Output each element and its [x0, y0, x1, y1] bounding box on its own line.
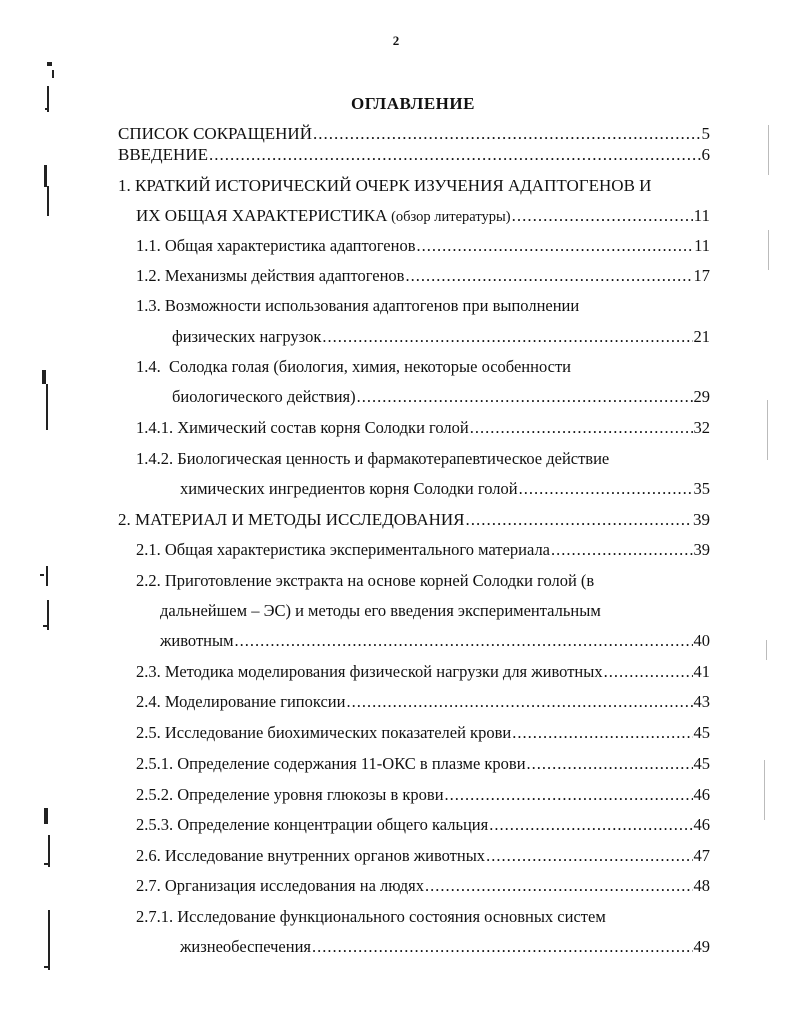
- toc-entry-text: 1.4.1. Химический состав корня Солодки голой: [136, 418, 469, 437]
- toc-page-number: 21: [693, 327, 710, 346]
- toc-entry-text: жизнеобеспечения: [180, 937, 312, 956]
- toc-entry-text: биологического действия): [172, 387, 356, 406]
- leader-dots: [425, 876, 693, 896]
- toc-page-number: 11: [694, 236, 710, 255]
- toc-page-number: 45: [693, 754, 710, 773]
- toc-section-1-3-line-1[interactable]: 1.3. Возможности использования адаптогенов при выполнении: [136, 296, 580, 315]
- toc-section-1-4-2[interactable]: [180, 479, 710, 499]
- leader-dots: [486, 846, 692, 866]
- toc-section-2-3[interactable]: [136, 662, 710, 682]
- leader-dots: [417, 236, 694, 256]
- toc-page-number: 40: [693, 631, 710, 650]
- toc-section-2-4[interactable]: [136, 692, 710, 712]
- leader-dots: [209, 145, 701, 165]
- leader-dots: [405, 266, 692, 286]
- toc-section-2-5-3[interactable]: [136, 815, 710, 835]
- toc-page-number: 35: [693, 479, 710, 498]
- toc-entry-abbreviations[interactable]: [118, 124, 710, 144]
- toc-page-number: 6: [701, 145, 710, 164]
- toc-entry-text: 2.7. Организация исследования на людях: [136, 876, 424, 895]
- toc-section-1-1[interactable]: [136, 236, 710, 256]
- toc-entry-text: 2. МАТЕРИАЛ И МЕТОДЫ ИССЛЕДОВАНИЯ: [118, 510, 465, 529]
- toc-chapter-1-line-1[interactable]: 1. КРАТКИЙ ИСТОРИЧЕСКИЙ ОЧЕРК ИЗУЧЕНИЯ АДАПТОГЕНОВ И: [118, 176, 652, 195]
- toc-section-1-4-2-line-1[interactable]: 1.4.2. Биологическая ценность и фармакотерапевтическое действие: [136, 449, 610, 468]
- toc-entry-text: ИХ ОБЩАЯ ХАРАКТЕРИСТИКА: [136, 206, 388, 225]
- toc-entry-text: 2.4. Моделирование гипоксии: [136, 692, 346, 711]
- toc-entry-introduction[interactable]: [118, 145, 710, 165]
- toc-page-number: 11: [693, 206, 710, 225]
- toc-entry-subtext: (обзор литературы): [387, 209, 511, 225]
- toc-entry-text: химических ингредиентов корня Солодки голой: [180, 479, 518, 498]
- toc-chapter-1[interactable]: [136, 206, 710, 227]
- toc-page-number: 17: [693, 266, 710, 285]
- page-number: 2: [392, 33, 400, 48]
- leader-dots: [604, 662, 693, 682]
- leader-dots: [357, 387, 693, 407]
- toc-entry-text: ВВЕДЕНИЕ: [118, 145, 208, 164]
- toc-section-2-2[interactable]: [160, 631, 710, 651]
- leader-dots: [489, 815, 692, 835]
- toc-page-number: 46: [693, 785, 710, 804]
- toc-page-number: 45: [693, 723, 710, 742]
- toc-entry-text: СПИСОК СОКРАЩЕНИЙ: [118, 124, 312, 143]
- leader-dots: [512, 723, 692, 743]
- toc-section-2-5-2[interactable]: [136, 785, 710, 805]
- toc-page-number: 46: [693, 815, 710, 834]
- leader-dots: [346, 692, 692, 712]
- leader-dots: [551, 540, 692, 560]
- leader-dots: [445, 785, 693, 805]
- toc-chapter-2[interactable]: [118, 510, 710, 530]
- toc-page-number: 43: [693, 692, 710, 711]
- toc-entry-text: 1.2. Механизмы действия адаптогенов: [136, 266, 405, 285]
- leader-dots: [313, 124, 701, 144]
- toc-section-2-7-1[interactable]: [180, 937, 710, 957]
- toc-page-number: 39: [693, 510, 710, 529]
- toc-section-1-4-1[interactable]: [136, 418, 710, 438]
- toc-section-2-6[interactable]: [136, 846, 710, 866]
- toc-page-number: 39: [693, 540, 710, 559]
- page-title: ОГЛАВЛЕНИЕ: [351, 94, 475, 113]
- toc-entry-text: 2.5. Исследование биохимических показателей крови: [136, 723, 512, 742]
- toc-section-2-2-line-1[interactable]: 2.2. Приготовление экстракта на основе корней Солодки голой (в: [136, 571, 595, 590]
- toc-section-1-4[interactable]: [172, 387, 710, 407]
- toc-entry-text: 2.1. Общая характеристика экспериментального материала: [136, 540, 551, 559]
- leader-dots: [235, 631, 693, 651]
- toc-section-2-1[interactable]: [136, 540, 710, 560]
- toc-entry-text: 2.5.3. Определение концентрации общего кальция: [136, 815, 489, 834]
- toc-entry-text: 2.3. Методика моделирования физической нагрузки для животных: [136, 662, 603, 681]
- toc-section-1-4-line-1[interactable]: 1.4. Солодка голая (биология, химия, некоторые особенности: [136, 357, 571, 376]
- toc-section-2-2-line-2[interactable]: дальнейшем – ЭС) и методы его введения экспериментальным: [160, 601, 601, 620]
- toc-page-number: 29: [693, 387, 710, 406]
- leader-dots: [312, 937, 692, 957]
- toc-entry-text: физических нагрузок: [172, 327, 322, 346]
- toc-page-number: 32: [693, 418, 710, 437]
- toc-section-2-5[interactable]: [136, 723, 710, 743]
- toc-entry-text: 1.1. Общая характеристика адаптогенов: [136, 236, 416, 255]
- leader-dots: [519, 479, 693, 499]
- toc-section-2-5-1[interactable]: [136, 754, 710, 774]
- toc-section-2-7-1-line-1[interactable]: 2.7.1. Исследование функционального состояния основных систем: [136, 907, 606, 926]
- toc-entry-text: 2.5.1. Определение содержания 11-ОКС в плазме крови: [136, 754, 526, 773]
- toc-entry-text: 2.6. Исследование внутренних органов животных: [136, 846, 486, 865]
- leader-dots: [512, 206, 693, 226]
- leader-dots: [527, 754, 693, 774]
- toc-page-number: 41: [693, 662, 710, 681]
- toc-section-1-2[interactable]: [136, 266, 710, 286]
- toc-page-number: 5: [701, 124, 710, 143]
- leader-dots: [322, 327, 692, 347]
- toc-page-number: 47: [693, 846, 710, 865]
- toc-section-1-3[interactable]: [172, 327, 710, 347]
- toc-section-2-7[interactable]: [136, 876, 710, 896]
- toc-page-number: 49: [693, 937, 710, 956]
- toc-page-number: 48: [693, 876, 710, 895]
- toc-entry-text: 2.5.2. Определение уровня глюкозы в крови: [136, 785, 444, 804]
- toc-entry-text: животным: [160, 631, 234, 650]
- leader-dots: [470, 418, 693, 438]
- leader-dots: [466, 510, 693, 530]
